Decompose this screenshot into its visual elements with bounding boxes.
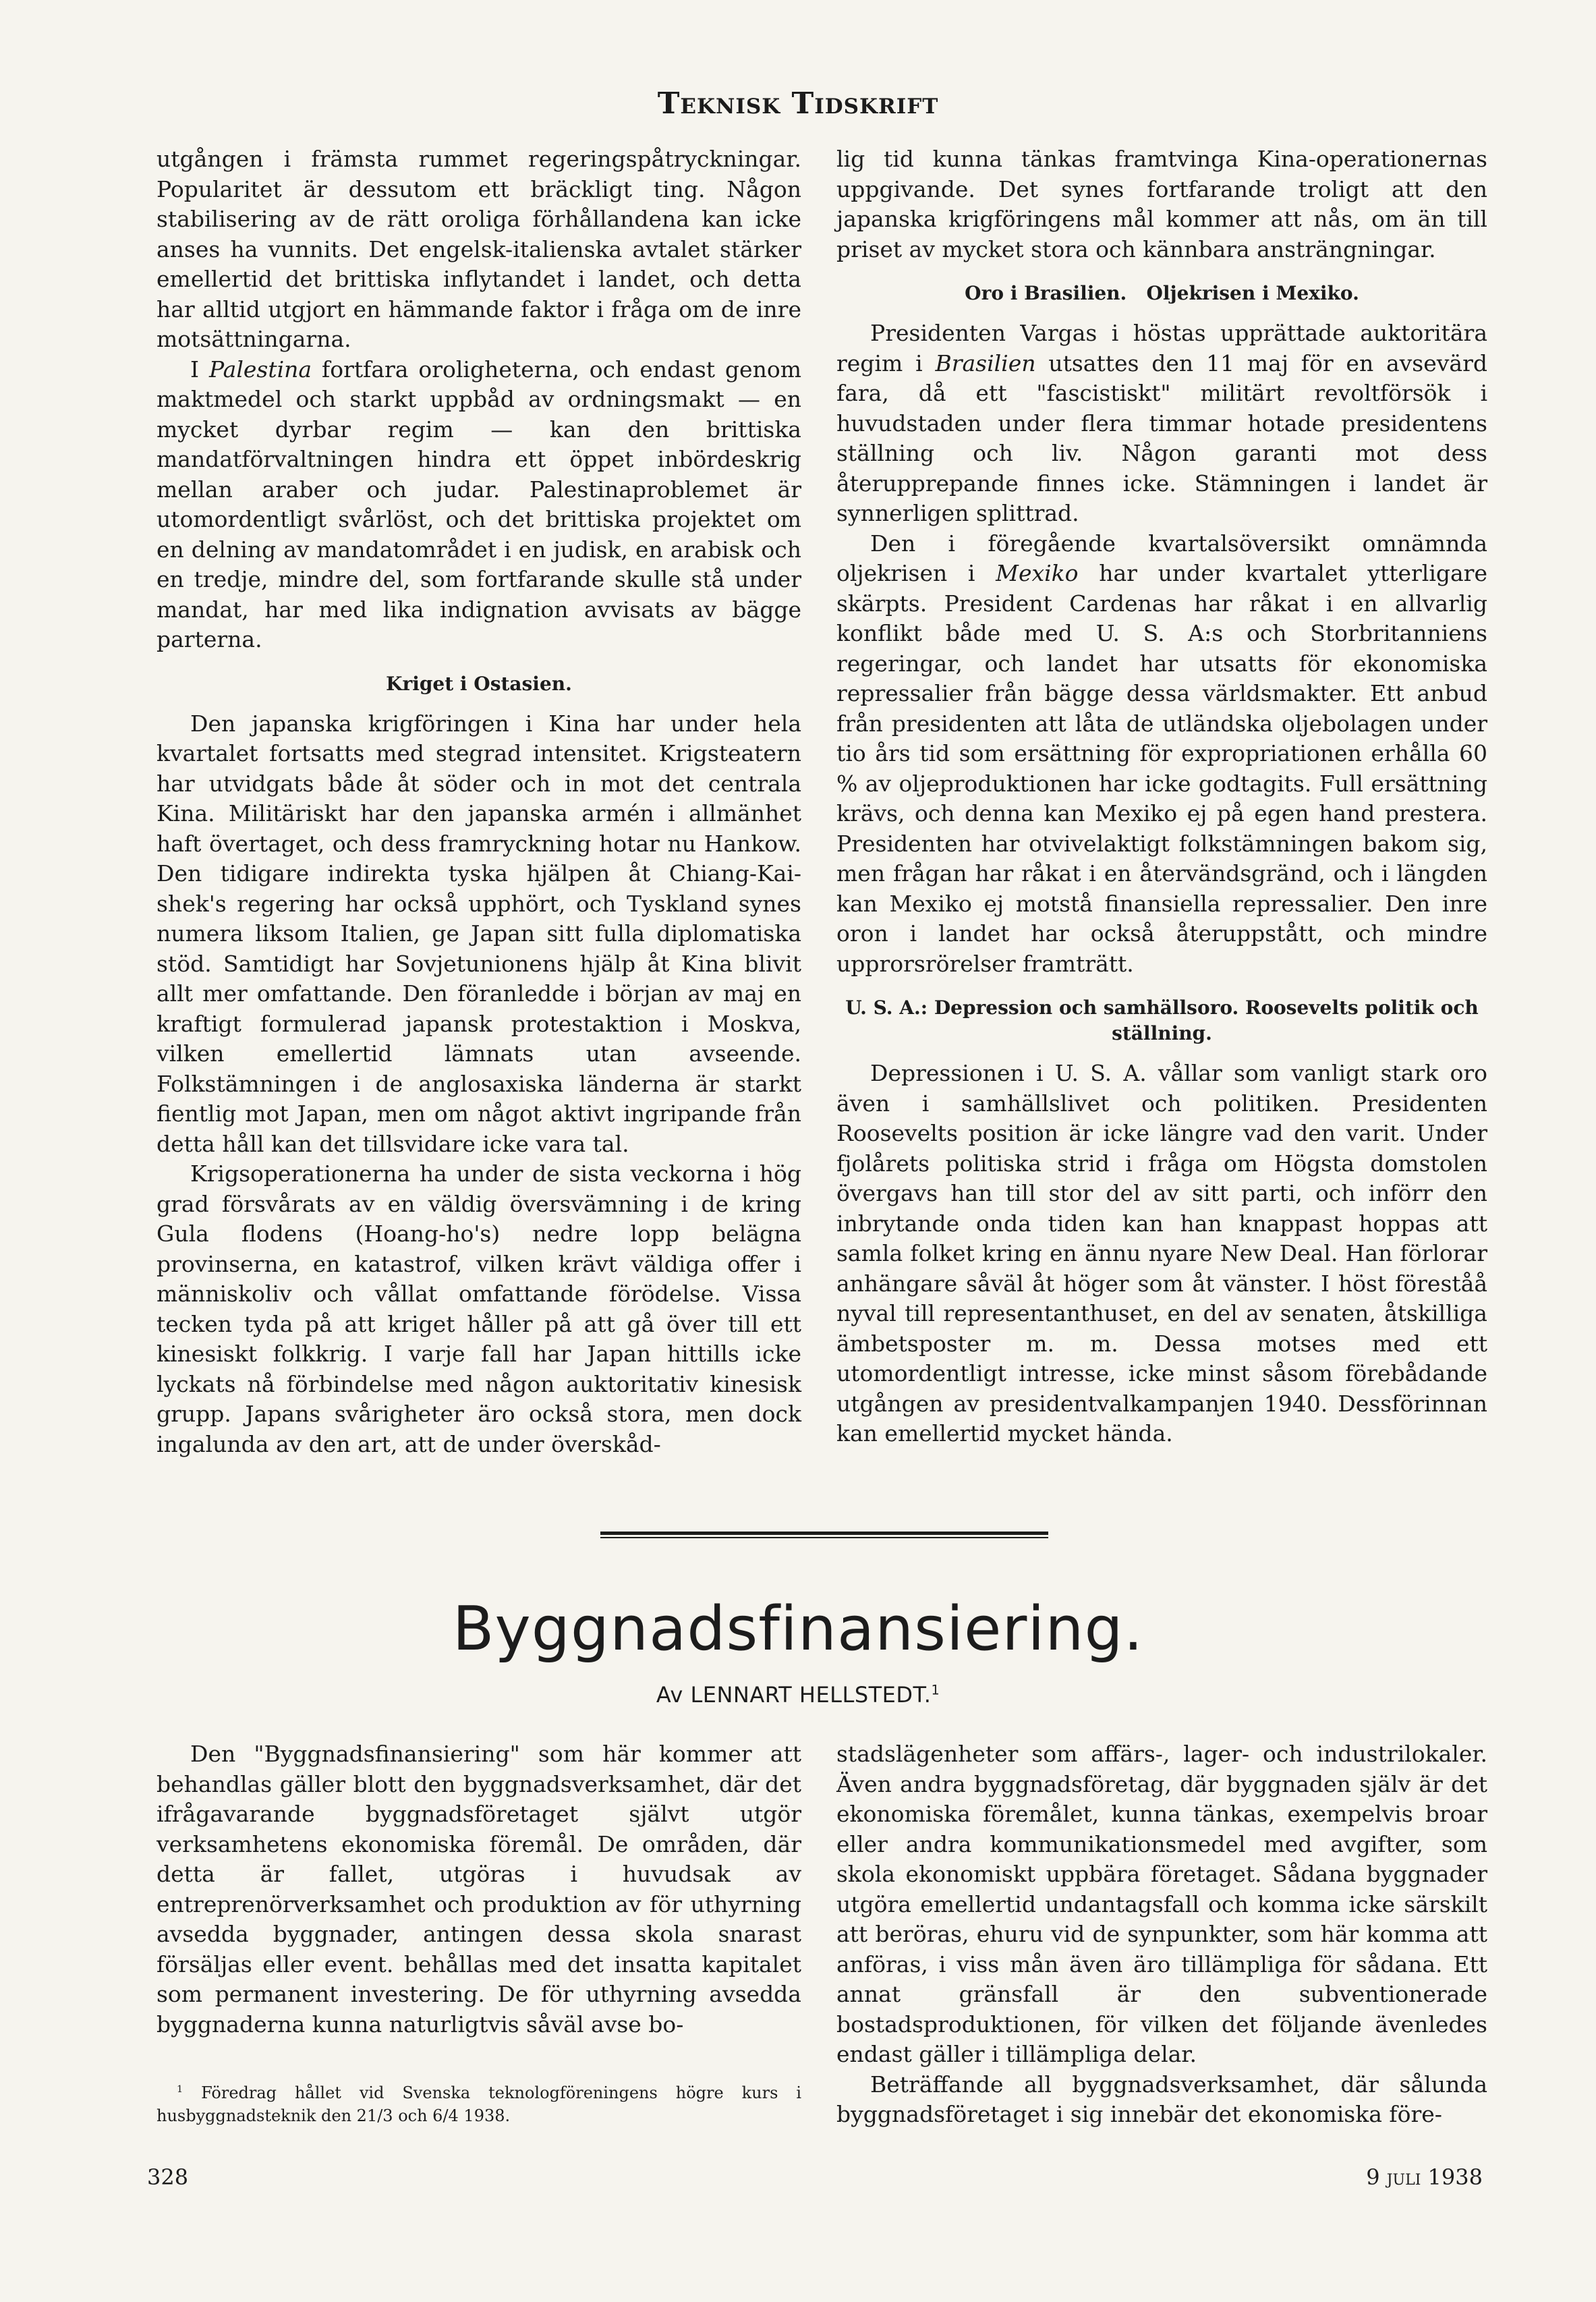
section-divider: [600, 1532, 1048, 1538]
emphasis-place: Brasilien: [935, 349, 1036, 376]
paragraph-text: Presidenten Vargas i höstas upprättade auktoritära regim i: [836, 320, 1487, 376]
paragraph-mexiko: [836, 529, 1487, 980]
footnote-text: [156, 2078, 801, 2127]
paragraph: Krigsoperationerna ha under de sista veckorna i hög grad försvårats av en väldig översvämning i de kring Gula flodens (Hoang-ho's) nedre lopp belägna provinserna, en katastrof, vilken krävt väldiga offer i människoliv och vållat omfattande förödelse. Vissa tecken tyda på att kriget håller på att gå över till ett kinesiskt folkkrig. I varje fall har Japan hittills icke lyckats nå förbindelse med någon auktoritativ kinesisk grupp. Japans svårigheter äro också stora, men dock ingalunda av den art, att de under överskåd-: [156, 1160, 801, 1457]
section-heading-usa: U. S. A.: Depression och samhällsoro. Roosevelts politik och ställning.: [845, 996, 1479, 1044]
paragraph-palestina: [156, 355, 801, 655]
section-heading-brazil-mexico: Oro i Brasilien. Oljekrisen i Mexiko.: [965, 282, 1359, 304]
paragraph: Beträffande all byggnadsverksamhet, där sålunda byggnadsföretaget i sig innebär det ekonomiska före-: [836, 2071, 1487, 2127]
paragraph-text: I: [190, 356, 209, 383]
paragraph-text: fortfara oroligheterna, och endast genom maktmedel och starkt uppbåd av ordningsmakt — en mycket dyrbar regim — kan den brittiska mandatförvaltningen hindra ett öppet inbördeskrig mellan araber och judar. Palestinaproblemet är utomordentligt svårlöst, och det brittiska projektet om en delning av mandatområdet i en judisk, en arabisk och en tredje, mindre del, som fortfarande skulle stå under mandat, har med lika indignation avvisats av bägge parterna.: [156, 356, 801, 652]
footnote-marker: 1: [177, 2084, 183, 2095]
article-right-column: [836, 1739, 1487, 2130]
page-number: 328: [147, 2164, 189, 2190]
paragraph-brasilien: [836, 318, 1487, 529]
paragraph-text: har under kvartalet ytterligare skärpts. President Cardenas har råkat i en allvarlig konflikt både med U. S. A:s och Storbritanniens regeringar, och landet har utsatts för ekonomiska repressalier från bägge dessa världsmakter. Ett anbud från presidenten att låta de utländska oljebolagen under tio års tid som ersättning för expropriationen erhålla 60 % av oljeproduktionen har icke godtagits. Full ersättning krävs, och denna kan Mexiko ej på egen hand prestera. Presidenten har otvivelaktigt folkstämningen bakom sig, men frågan har råkat i en återvändsgränd, och i längden kan Mexiko ej motstå finansiella repressalier. Den inre oron i landet har också återuppstått, och mindre upprorsrörelser framträtt.: [836, 560, 1487, 977]
paragraph: utgången i främsta rummet regeringspåtryckningar. Popularitet är dessutom ett bräckligt ting. Någon stabilisering av de rätt oroliga förhållandena kan icke anses ha vunnits. Det engelsk-italienska avtalet stärker emellertid det brittiska inflytandet i landet, och detta har alltid utgjort en hämmande faktor i fråga om de inre motsättningarna.: [156, 146, 801, 352]
journal-masthead: [0, 86, 1596, 121]
emphasis-place: Palestina: [208, 356, 312, 383]
issue-date: 9 juli 1938: [1366, 2164, 1483, 2190]
paragraph: lig tid kunna tänkas framtvinga Kina-operationernas uppgivande. Det synes fortfarande troligt att den japanska krigföringens mål kommer att nås, om än till priset av mycket stora och kännbara ansträngningar.: [836, 146, 1487, 262]
paragraph-text: utsattes den 11 maj för en avsevärd fara, då ett "fascistiskt" militärt revoltförsök i huvudstaden under flera timmar hotade presidentens ställning och liv. Någon garanti mot dess återupprepande finnes icke. Stämningen i landet är synnerligen splittrad.: [836, 349, 1487, 526]
paragraph: Den japanska krigföringen i Kina har under hela kvartalet fortsatts med stegrad intensitet. Krigsteatern har utvidgats både åt söder och in mot det centrala Kina. Militäriskt har den japanska armén i allmänhet haft övertaget, och dess framryckning hotar nu Hankow. Den tidigare indirekta tyska hjälpen åt Chiang-Kai-shek's regering har också upphört, och Tyskland synes numera liksom Italien, ge Japan sitt fulla diplomatiska stöd. Samtidigt har Sovjetunionens hjälp åt Kina blivit allt mer omfattande. Den föranledde i början av maj en kraftigt formulerad japansk protestaktion i Moskva, vilken emellertid lämnats utan avseende. Folkstämningen i de anglosaxiska länderna är starkt fientlig mot Japan, men om något aktivt ingripande från detta håll kan det tillsvidare icke vara tal.: [156, 710, 801, 1157]
article-left-column: [156, 1739, 801, 2040]
section-heading-asia: Kriget i Ostasien.: [386, 672, 572, 695]
article-title: Byggnadsfinansiering.: [452, 1594, 1144, 1664]
byline-text: Av LENNART HELLSTEDT.: [656, 1682, 932, 1708]
journal-title: Teknisk Tidskrift: [657, 86, 939, 121]
footnote-reference: 1: [931, 1682, 940, 1698]
top-right-column: [836, 144, 1487, 1449]
paragraph: Den "Byggnadsfinansiering" som här kommer att behandlas gäller blott den byggnadsverksamhet, där det ifrågavarande byggnadsföretaget självt utgör verksamhetens ekonomiska föremål. De områden, där detta är fallet, utgöras i huvudsak av entreprenörverksamhet och produktion av för uthyrning avsedda byggnader, antingen dessa skola snarast försäljas eller event. behållas med det insatta kapitalet som permanent investering. De för uthyrning avsedda byggnaderna kunna naturligtvis såväl avse bo-: [156, 1741, 801, 2038]
top-left-column: [156, 144, 801, 1459]
paragraph: stadslägenheter som affärs-, lager- och industrilokaler. Även andra byggnadsföretag, där byggnaden själv är det ekonomiska föremålet, kunna tänkas, exempelvis broar eller andra kommunikationsmedel med avgifter, som skola ekonomiskt uppbära företaget. Sådana byggnader utgöra emellertid undantagsfall och komma icke särskilt att beröras, ehuru vid de synpunkter, som här komma att anföras, i viss mån även äro tillämpliga för sådana. Ett annat gränsfall är den subventionerade bostadsproduktionen, för vilken det följande ävenledes endast gäller i tillämpliga delar.: [836, 1741, 1487, 2067]
emphasis-place: Mexiko: [996, 560, 1079, 586]
footnote: [156, 2078, 801, 2127]
footnote-body: Föredrag hållet vid Svenska teknologföreningens högre kurs i husbyggnadsteknik den 21/3 och 6/4 1938.: [156, 2083, 801, 2125]
paragraph: Depressionen i U. S. A. vållar som vanligt stark oro även i samhällslivet och politiken. Presidenten Roosevelts position är icke längre vad den varit. Under fjolårets politiska strid i fråga om Högsta domstolen övergavs han till stor del av sitt parti, och införr den inbrytande onda tiden kan han knappast hoppas att samla folket kring en ännu nyare New Deal. Han förlorar anhängare såväl åt höger som åt vänster. I höst föreståå nyval till representanthuset, en del av senaten, åtskilliga ämbetsposter m. m. Dessa motses med ett utomordentligt intresse, icke minst såsom förebådande utgången av presidentvalkampanjen 1940. Dessförinnan kan emellertid mycket hända.: [836, 1060, 1487, 1447]
paragraph-text: Den i föregående kvartalsöversikt omnämnda oljekrisen i: [836, 530, 1487, 586]
article-byline: [0, 1682, 1596, 1708]
